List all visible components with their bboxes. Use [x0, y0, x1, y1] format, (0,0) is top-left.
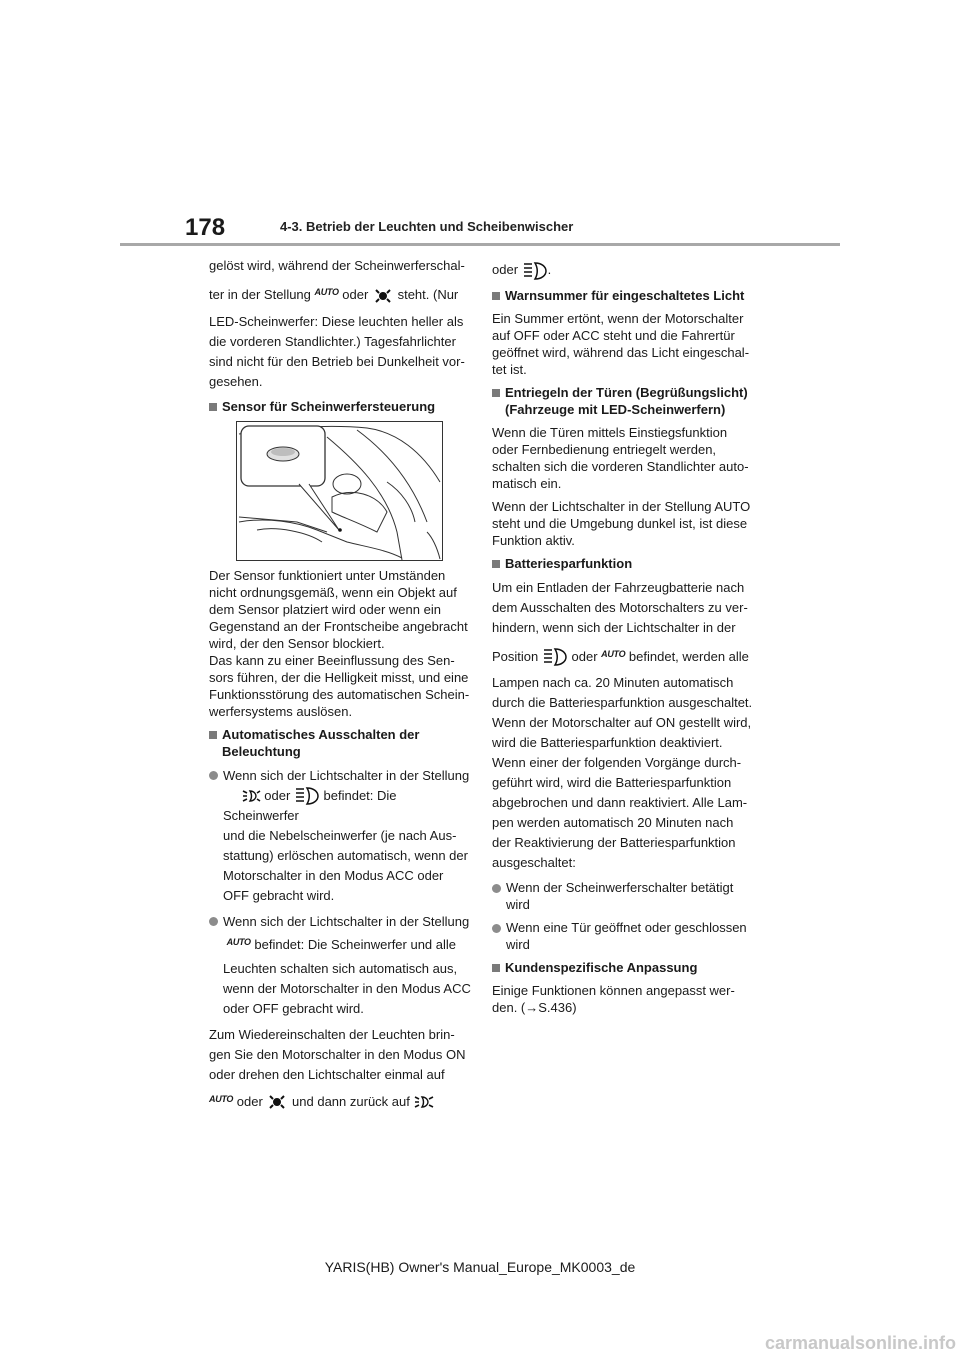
intro-text-c: steht. (Nur — [397, 287, 459, 302]
restart-text: Zum Wiedereinschalten der Leuchten brin-gen Sie den Motorschalter in den Modus ON oder drehen den Lichtschalter einmal auf — [209, 1026, 466, 1082]
tail-light-icon — [372, 286, 394, 306]
continuation-line — [492, 260, 754, 281]
tail-light-icon — [413, 1094, 435, 1110]
intro-line-2 — [209, 282, 471, 306]
left-column — [209, 256, 471, 1118]
restart-line — [209, 1089, 471, 1113]
auto-icon: AUTO — [209, 1093, 234, 1104]
battery-bullet-2 — [492, 919, 754, 953]
warn-text: Ein Summer ertönt, wenn der Motorschalter auf OFF oder ACC steht und die Fahrertür geöffnet wird, während das Licht eingeschal-tet ist. — [492, 310, 750, 377]
bullet-1-text-c: befindet: Die Scheinwerfer — [223, 787, 397, 824]
battery-text-2b: oder — [571, 648, 598, 664]
bullet-dot-icon — [492, 884, 501, 893]
chapter-title: 4-3. Betrieb der Leuchten und Scheibenwischer — [280, 219, 574, 234]
auto-off-bullet-2 — [209, 912, 471, 1019]
auto-icon: AUTO — [601, 648, 626, 659]
bullet-1-text-b: oder — [264, 787, 291, 803]
battery-bullet-1 — [492, 879, 754, 913]
right-column — [492, 256, 754, 1022]
battery-text-2 — [492, 644, 754, 668]
battery-text-5: Wenn einer der folgenden Vorgänge durch-geführt wird, wird die Batteriesparfunktion abgebrochen und dann reaktiviert. Alle Lam-pen werden automatisch 20 Minuten nach der Reaktivierung der Batteriesparfunktion ausgeschaltet: — [492, 755, 748, 871]
intro-text-a: ter in der Stellung — [209, 287, 311, 302]
page-header — [120, 210, 840, 248]
headlight-icon — [542, 647, 568, 667]
bullet-2-text-c: Leuchten schalten sich automatisch aus, wenn der Motorschalter in den Modus ACC oder OFF gebracht wird. — [223, 960, 471, 1016]
section-marker-icon — [492, 389, 500, 397]
sensor-text: Der Sensor funktioniert unter Umständen nicht ordnungsgemäß, wenn ein Objekt auf dem Sensor platziert wird oder wenn ein Gegenstand an der Frontscheibe angebracht wird, der den Sensor blockiert. — [209, 567, 468, 651]
intro-line-1: gelöst wird, während der Scheinwerferschal- — [209, 258, 465, 273]
custom-text: Einige Funktionen können angepasst wer-den. (→S.436) — [492, 983, 735, 1016]
tail-light-icon — [266, 1092, 288, 1112]
sensor-heading — [209, 398, 471, 415]
unlock-heading — [492, 384, 754, 418]
battery-text-3: Lampen nach ca. 20 Minuten automatisch durch die Batteriesparfunktion ausgeschaltet. — [492, 675, 753, 711]
bullet-dot-icon — [209, 771, 218, 780]
cont-text-b: . — [547, 262, 552, 277]
cont-text-a: oder — [492, 262, 519, 277]
custom-heading-text: Kundenspezifische Anpassung — [505, 960, 698, 976]
headlight-icon — [294, 786, 320, 806]
watermark: carmanualsonline.info — [764, 1333, 956, 1353]
headlight-icon — [522, 261, 548, 281]
warn-heading — [492, 287, 754, 304]
bullet-1-body — [223, 766, 471, 907]
auto-off-bullet-1 — [209, 766, 471, 907]
battery-heading-text: Batteriesparfunktion — [505, 555, 633, 571]
battery-text-2a: Position — [492, 648, 539, 664]
intro-line-3: LED-Scheinwerfer: Diese leuchten heller als die vorderen Standlichter.) Tagesfahrlichter sind nicht für den Betrieb bei Dunkelheit vor-gesehen. — [209, 313, 465, 389]
header-rule — [120, 243, 840, 246]
battery-text-2c: befindet, werden alle — [628, 648, 749, 664]
bullet-2-text-a: Wenn sich der Lichtschalter in der Stellung — [223, 914, 470, 930]
battery-bullet-2-text: Wenn eine Tür geöffnet oder geschlossen wird — [506, 920, 747, 953]
sensor-illustration — [236, 421, 443, 561]
manual-footer: YARIS(HB) Owner's Manual_Europe_MK0003_de — [324, 1259, 636, 1275]
bullet-1-text-d: und die Nebelscheinwerfer (je nach Aus-stattung) erlöschen automatisch, wenn der Motorschalter in den Modus ACC oder OFF gebracht wird. — [223, 828, 468, 904]
bullet-2-body — [223, 912, 471, 1019]
battery-heading — [492, 555, 754, 572]
section-marker-icon — [492, 292, 500, 300]
section-marker-icon — [209, 403, 217, 411]
tail-light-icon — [241, 788, 261, 804]
page-number: 178 — [185, 214, 226, 241]
auto-off-heading — [209, 726, 471, 760]
bullet-1-text-a: Wenn sich der Lichtschalter in der Stellung — [223, 767, 470, 783]
bullet-dot-icon — [492, 924, 501, 933]
section-marker-icon — [492, 964, 500, 972]
battery-bullet-1-text: Wenn der Scheinwerferschalter betätigt wird — [506, 880, 734, 913]
battery-text-4: Wenn der Motorschalter auf ON gestellt wird, wird die Batteriesparfunktion deaktiviert. — [492, 715, 752, 751]
bullet-dot-icon — [209, 917, 218, 926]
sensor-heading-text: Sensor für Scheinwerfersteuerung — [222, 398, 436, 414]
custom-heading — [492, 959, 754, 976]
restart-text-c: und dann zurück auf — [292, 1093, 410, 1109]
sensor-text-2: Das kann zu einer Beeinflussung des Sen-sors führen, der die Helligkeit misst, und eine Funktionsstörung des automatischen Schein-werfersystems auslösen. — [209, 652, 470, 719]
section-marker-icon — [209, 731, 217, 739]
unlock-text-2: Wenn der Lichtschalter in der Stellung AUTO steht und die Umgebung dunkel ist, ist diese Funktion aktiv. — [492, 498, 751, 548]
auto-off-heading-text: Automatisches Ausschalten der Beleuchtung — [222, 726, 420, 759]
unlock-text-1: Wenn die Türen mittels Einstiegsfunktion oder Fernbedienung entriegelt werden, schalten sich die vorderen Standlichter auto-matisch ein. — [492, 424, 749, 491]
auto-icon: AUTO — [226, 937, 251, 948]
warn-heading-text: Warnsummer für eingeschaltetes Licht — [505, 287, 745, 303]
auto-icon: AUTO — [314, 287, 339, 297]
intro-text-b: oder — [342, 287, 369, 302]
bullet-2-text-b: befindet: Die Scheinwerfer und alle — [254, 937, 457, 953]
section-marker-icon — [492, 560, 500, 568]
restart-text-b: oder — [236, 1093, 263, 1109]
battery-text-1: Um ein Entladen der Fahrzeugbatterie nach dem Ausschalten des Motorschalters zu ver-hindern, wenn sich der Lichtschalter in der — [492, 579, 748, 635]
unlock-heading-text: Entriegeln der Türen (Begrüßungslicht) (Fahrzeuge mit LED-Scheinwerfern) — [505, 384, 748, 417]
